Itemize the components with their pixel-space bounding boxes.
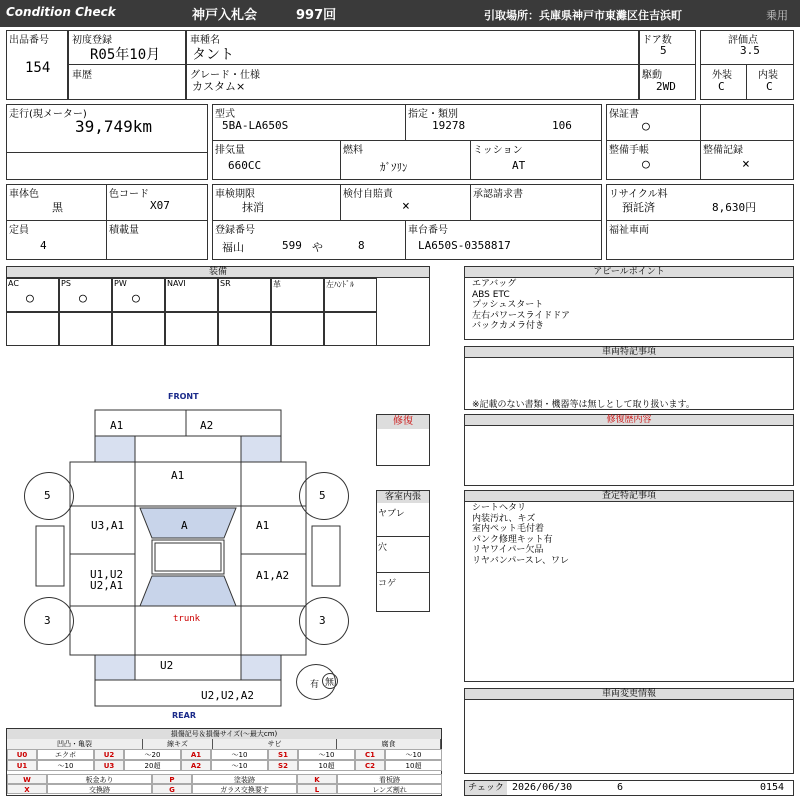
regno-number: 8 [358,239,365,252]
mark-front-left: A1 [110,419,124,432]
changes-box [464,688,794,774]
spare-tire-mark-value: 無 [325,678,335,688]
color-code-value: X07 [150,199,170,212]
legend-extra-desc: ガラス交換要す [192,784,297,794]
divider [470,140,471,180]
divider [340,140,341,180]
first-reg-label: 初度登録 [72,35,112,46]
equipment-label: 左ﾊﾝﾄﾞﾙ [326,280,354,289]
divider [376,572,430,573]
legend-code: U3 [94,760,124,771]
legend-group: 腐食 [337,739,441,749]
load-label: 積載量 [109,225,139,236]
doors-label: ドア数 [642,35,672,46]
assessment-line: リヤワイパー欠品 [472,545,544,555]
legend-extra-code: K [297,774,337,784]
legend-extra-code: X [7,784,47,794]
equipment-label: NAVI [167,279,186,288]
header-bar [0,0,800,27]
equipment-cell-blank [6,312,59,346]
legend-extra-desc: 塗装跡 [192,774,297,784]
legend-code: C2 [355,760,385,771]
footer-num: 6 [617,782,624,793]
legend-size: 〜10 [211,760,268,771]
legend-size: 10超 [298,760,355,771]
trunk-label: trunk [173,614,201,624]
assessment-line: 室内ペット毛付着 [472,524,545,534]
tire-rear-right-value: 3 [319,614,326,627]
legend-code: U0 [7,749,37,760]
equipment-cell-blank [165,312,218,346]
rear-label: REAR [172,711,196,720]
legend-size: 〜20 [124,749,181,760]
warranty-value: ○ [642,119,650,134]
footer-date: 2026/06/30 [512,782,573,793]
legend-size: 20超 [124,760,181,771]
footer-code: 0154 [760,782,785,793]
recycle-value: 8,630円 [712,201,757,214]
mileage-label: 走行(現メーター) [9,109,87,120]
exterior-value: C [718,80,725,93]
legend-size: エクボ [37,749,94,760]
divider [212,140,602,141]
spec-value-1: 19278 [432,119,466,132]
equipment-cell-blank [271,312,324,346]
legend-size: 10超 [385,760,442,771]
mark-rear-bumper: U2 [160,659,174,672]
legend-group: サビ [213,739,337,749]
equipment-value: ○ [26,291,34,306]
legend-code: S2 [268,760,298,771]
insurance-label: 検付自賠責 [343,189,393,200]
regno-class: 599 [282,239,302,252]
appeal-line: 左右パワースライドドア [472,310,571,321]
legend-extra-code: P [152,774,192,784]
mark-right-front-door: A1 [256,519,270,532]
maint-rec-label: 整備記録 [703,145,743,156]
assessment-lines [472,503,569,566]
legend-title: 損傷記号＆損傷サイズ(〜最大cm) [7,729,441,739]
mission-value: AT [512,159,526,172]
mileage-value: 39,749km [75,117,153,136]
legend-groups [7,739,441,749]
color-label: 車体色 [9,189,39,200]
first-reg-value: R05年10月 [90,47,161,63]
front-label: FRONT [168,392,199,401]
divider [212,220,602,221]
regno-kana: や [312,241,323,254]
inspection-value: 抹消 [242,201,264,214]
divider [376,536,430,537]
chassis-value: LA650S-0358817 [418,239,511,252]
equipment-label: PS [61,279,71,288]
divider [6,152,208,153]
type-label: 型式 [215,109,235,120]
legend-extra-desc: 交換跡 [47,784,152,794]
repair-history-title: 修復歴内容 [465,415,793,426]
divider [340,184,341,220]
chassis-label: 車台番号 [408,225,448,236]
interior-item-1: ヤブレ [378,509,405,519]
divider [700,104,701,180]
equipment-cell-blank [112,312,165,346]
equipment-label: SR [220,279,231,288]
divider [186,64,639,65]
maint-value: ○ [642,157,650,172]
changes-title: 車両変更情報 [465,689,793,700]
footer-check-label: チェック [465,781,507,795]
exterior-label: 外装 [712,70,732,81]
fuel-value: ｶﾞｿﾘﾝ [380,161,408,174]
model-value: タント [192,47,234,63]
drive-label: 駆動 [642,70,662,81]
equipment-title: 装備 [7,267,429,278]
assessment-line: シートヘタリ [472,503,527,513]
mission-label: ミッション [473,145,523,156]
legend-group: 線キズ [143,739,213,749]
inspection-box [212,184,602,260]
repair-label: 修復 [377,415,429,429]
interior-item-2: 穴 [378,543,388,553]
legend-size: 〜10 [298,749,355,760]
legend-extra-desc: 看板跡 [337,774,442,784]
spare-tire-label: 有 [310,680,320,690]
mark-front-right: A2 [200,419,214,432]
grade-label: グレード・仕様 [190,70,260,81]
legend-group: 凹凸・亀裂 [7,739,143,749]
equipment-cell-blank [218,312,271,346]
divider [746,64,747,100]
equipment-label: PW [114,279,127,288]
mark-left-front-door: U3,A1 [91,519,125,532]
assessment-line: パンク修理キット有 [472,534,553,545]
assessment-line: リヤバンパースレ、ワレ [472,555,570,566]
appeal-line: ABS ETC [472,289,510,300]
legend-extra-desc: レンズ割れ [337,784,442,794]
insurance-value: × [402,199,410,214]
divider [639,64,696,65]
capacity-value: 4 [40,239,47,252]
spec-value-2: 106 [552,119,572,132]
appeal-lines [472,279,570,332]
equipment-label: AC [8,279,19,288]
brand-title: Condition Check [6,5,116,19]
equipment-value: ○ [79,291,87,306]
equipment-value: ○ [132,291,140,306]
legend-extra-code: L [297,784,337,794]
interior-value: C [766,80,773,93]
divider [106,184,107,260]
legend-code: U2 [94,749,124,760]
tire-front-right-value: 5 [319,489,326,502]
doors-value: 5 [660,44,667,57]
divider [6,220,208,221]
special-note: ※記載のない書類・機器等は無しとして取り扱います。 [472,400,695,410]
regno-area: 福山 [222,241,244,254]
legend-size: 〜10 [211,749,268,760]
welfare-label: 福祉車両 [609,225,649,236]
approval-label: 承認請求書 [473,189,523,200]
spec-label: 指定・類別 [408,109,458,120]
interior-label: 客室内張 [377,491,429,503]
grade-value: カスタム× [192,80,246,93]
legend-code: U1 [7,760,37,771]
capacity-label: 定員 [9,225,29,236]
pickup-location: 引取場所：兵庫県神戸市東灘区住吉浜町 [484,9,682,22]
equipment-cell-blank [59,312,112,346]
divider [470,184,471,220]
equipment-cell-blank [324,312,377,346]
divider [700,64,794,65]
appeal-line: プッシュスタート [472,300,544,310]
warranty-label: 保証書 [609,109,639,120]
divider [405,104,406,140]
maint-label: 整備手帳 [609,145,649,156]
auction-name: 神戸入札会 [192,8,258,23]
model-label: 車種名 [190,35,220,46]
inspection-label: 車検期限 [215,189,255,200]
divider [405,220,406,260]
mark-rear-bottom: U2,U2,A2 [201,689,254,702]
interior-label: 内装 [758,70,778,81]
special-title: 車両特記事項 [465,347,793,358]
history-label: 車歴 [72,70,92,81]
mark-left-rear-door: U1,U2 U2,A1 [90,568,124,592]
mark-windshield: A [181,519,188,532]
legend-code: A2 [181,760,211,771]
fuel-label: 燃料 [343,145,363,156]
score-value: 3.5 [740,44,760,57]
tire-rear-left-value: 3 [44,614,51,627]
appeal-title: アピールポイント [465,267,793,278]
equipment-label: 革 [273,280,281,289]
recycle-status: 預託済 [622,201,655,214]
model-box [186,30,639,100]
cc-value: 660CC [228,159,262,172]
legend-extra-desc: 板金あり [47,774,152,784]
lot-number-label: 出品番号 [9,35,49,46]
drive-value: 2WD [656,80,676,93]
maint-rec-value: × [742,157,750,172]
legend-size: 〜10 [385,749,442,760]
legend-extra-code: W [7,774,47,784]
mark-right-rear-door: A1,A2 [256,569,290,582]
lot-round: 997回 [296,8,337,23]
regno-label: 登録番号 [215,225,255,236]
legend-code: C1 [355,749,385,760]
mark-hood: A1 [171,469,185,482]
assessment-title: 査定特記事項 [465,491,793,502]
legend-code: S1 [268,749,298,760]
color-value: 黒 [52,201,63,214]
vehicle-category: 乗用 [766,9,788,22]
score-label: 評価点 [728,35,758,46]
cc-label: 排気量 [215,145,245,156]
appeal-line: エアバッグ [472,279,517,289]
lot-number-value: 154 [25,60,51,76]
assessment-line: 内装汚れ、キズ [472,513,536,524]
recycle-label: リサイクル料 [609,189,668,200]
legend-extra-code: G [152,784,192,794]
appeal-line: バックカメラ付き [472,321,545,331]
divider [68,64,186,65]
type-value: 5BA-LA650S [222,119,289,132]
tire-front-left-value: 5 [44,489,51,502]
legend-size: 〜10 [37,760,94,771]
color-code-label: 色コード [109,189,149,200]
interior-item-3: コゲ [378,579,397,589]
legend-code: A1 [181,749,211,760]
